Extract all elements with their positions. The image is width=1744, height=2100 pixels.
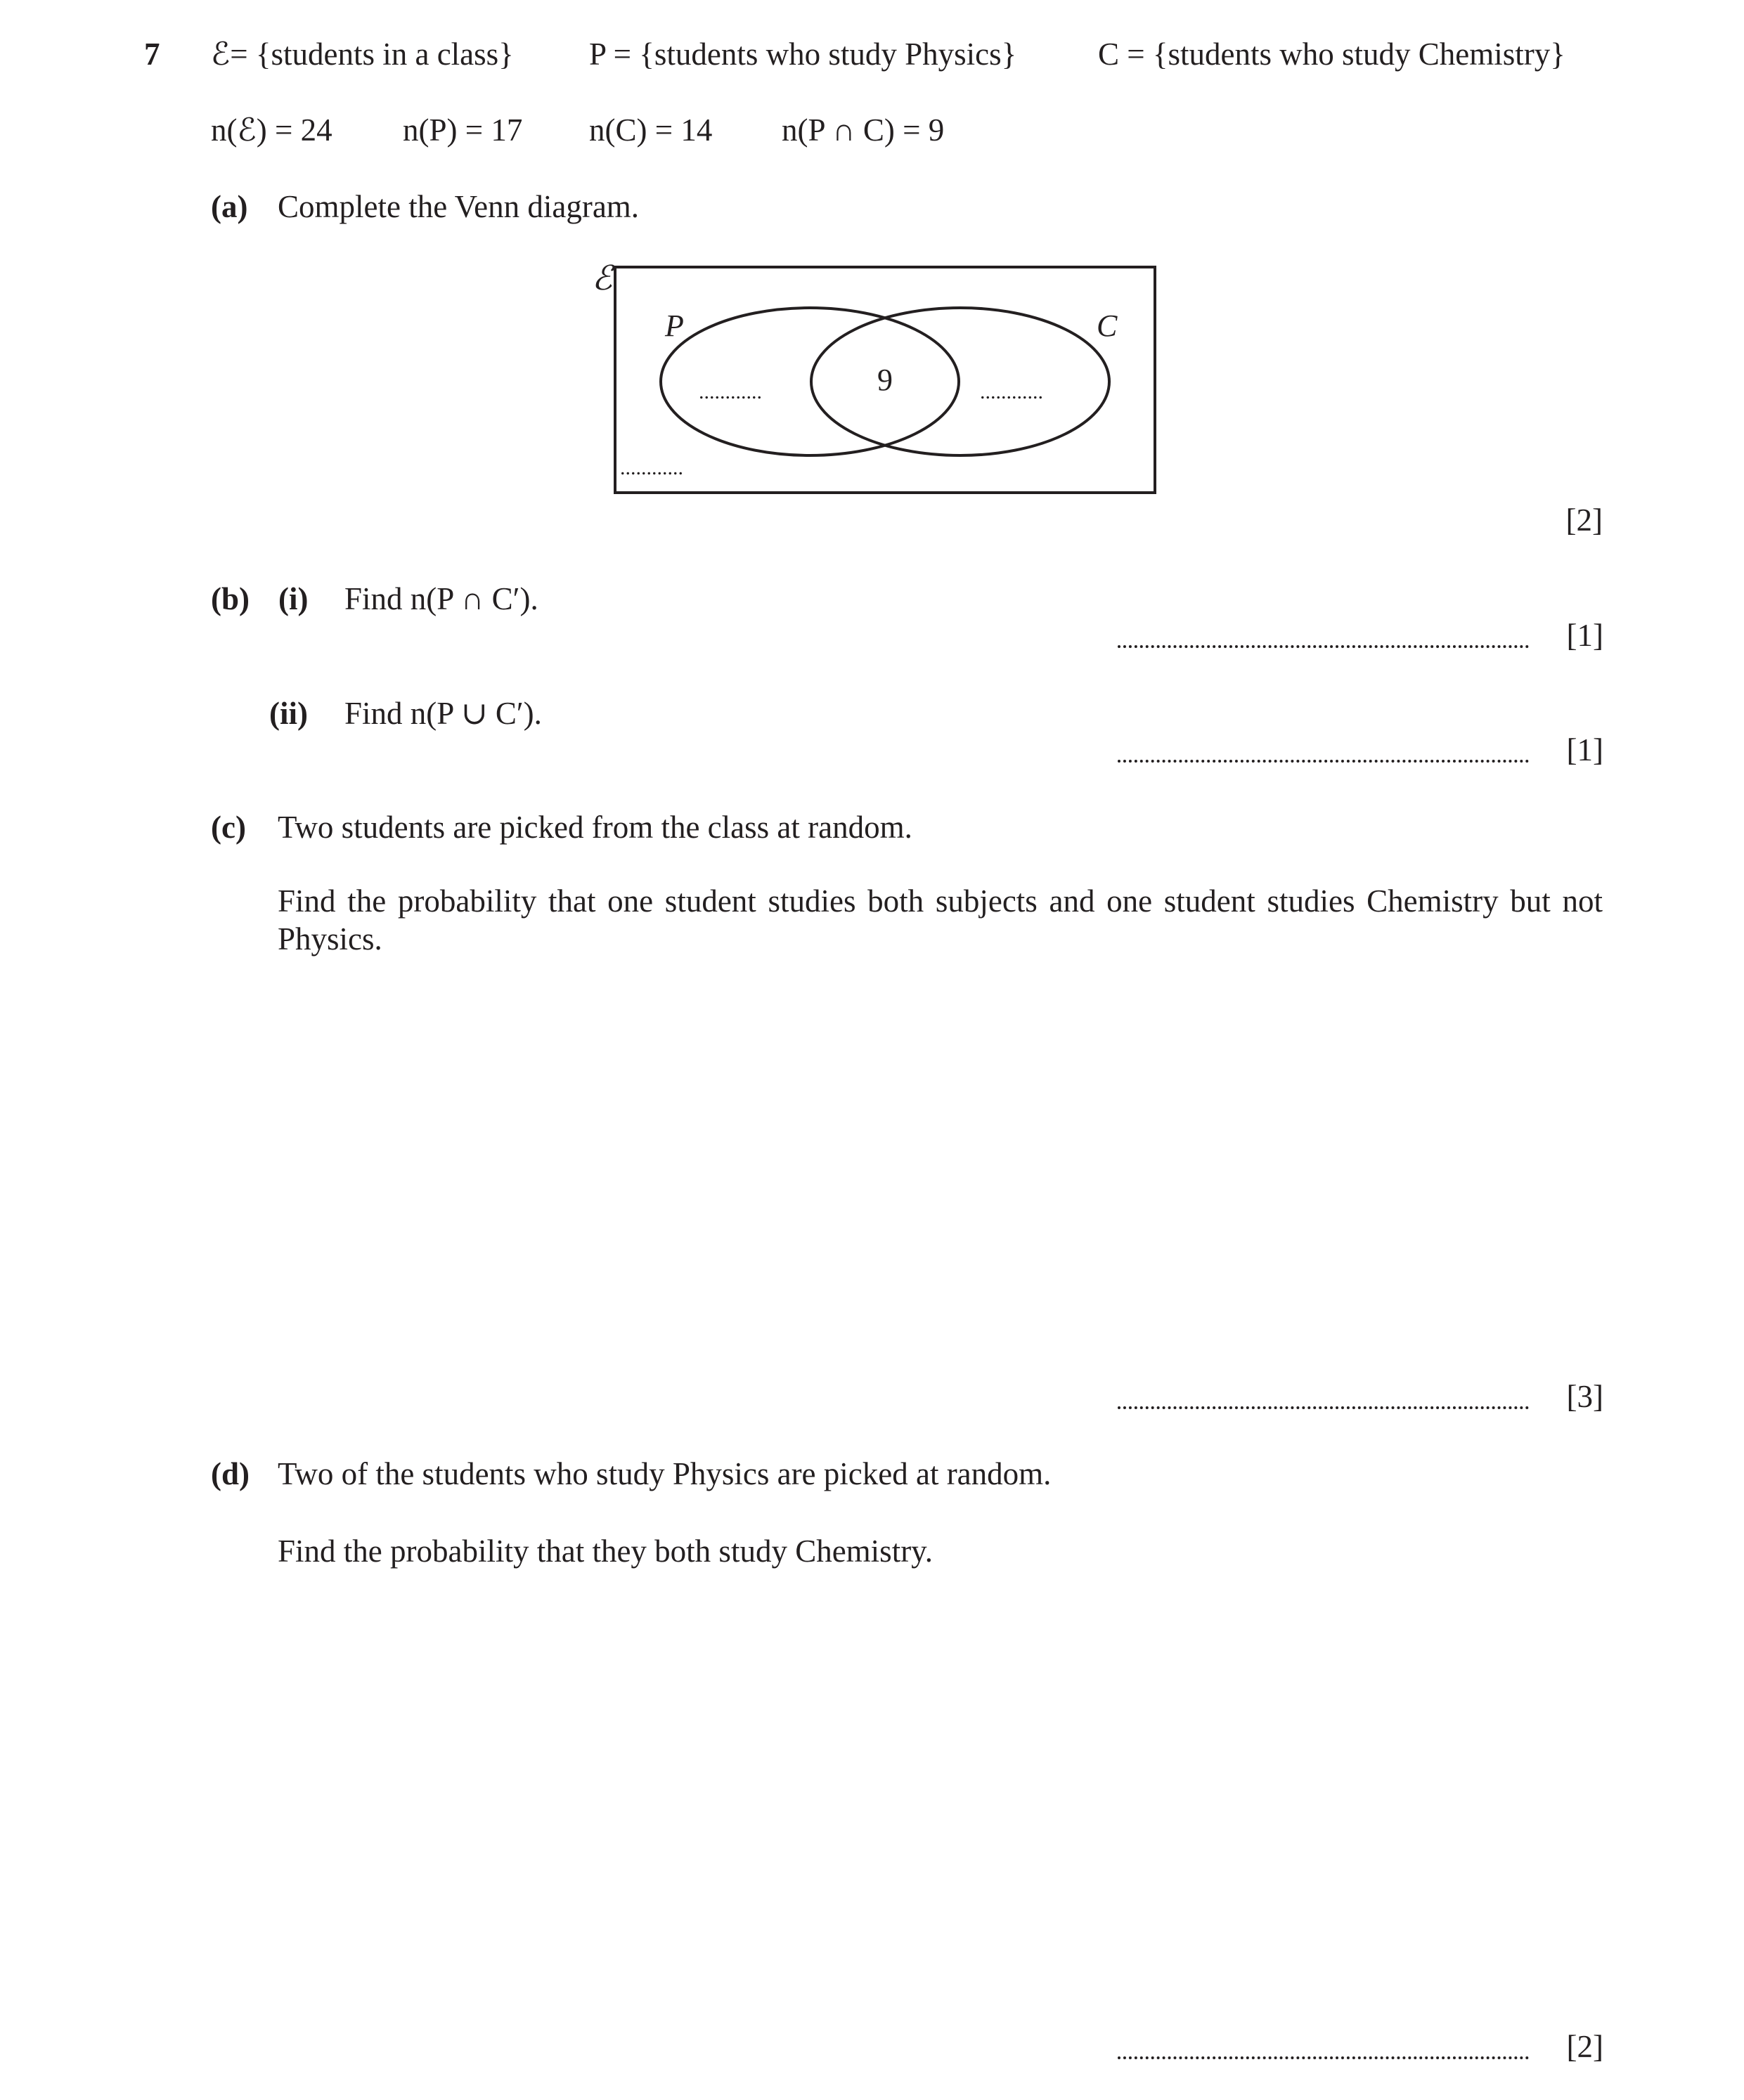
part-d-answer-row [1118, 2031, 1603, 2066]
part-b-ii-text: Find n(P ∪ C′). [344, 696, 542, 731]
count-universal: n(ℰ) = 24 [211, 112, 332, 148]
venn-diagram [576, 253, 1174, 506]
part-c-answer-row [1118, 1381, 1603, 1416]
count-physics: n(P) = 17 [403, 112, 523, 148]
set-p-label: P [665, 309, 684, 343]
part-b-ii-marks: [1] [1566, 732, 1603, 767]
part-d-question: Find the probability that they both study Chemistry. [278, 1534, 934, 1569]
universal-set-symbol: ℰ [592, 260, 613, 297]
part-a-text: Complete the Venn diagram. [278, 189, 640, 224]
part-c-label: (c) [211, 810, 246, 845]
part-a-marks: [2] [1565, 503, 1603, 538]
part-b-i-label: (i) [278, 581, 309, 616]
part-a-label: (a) [211, 189, 248, 224]
part-b-i-text: Find n(P ∩ C′). [344, 581, 538, 616]
c-only-answer-blank[interactable]: ............ [980, 380, 1043, 403]
part-c-marks: [3] [1566, 1379, 1603, 1414]
part-d-answer-line[interactable] [1118, 2056, 1529, 2059]
part-b-ii-answer-line[interactable] [1118, 760, 1529, 763]
part-c-question: Find the probability that one student studies both subjects and one student studies Chemistry but not Physics. [278, 883, 1603, 957]
count-chemistry: n(C) = 14 [589, 112, 713, 148]
part-b-i-answer-line[interactable] [1118, 645, 1529, 648]
physics-set-definition: P = {students who study Physics} [589, 37, 1017, 72]
part-b-ii-answer-row [1118, 734, 1603, 770]
part-c-intro: Two students are picked from the class at random. [278, 810, 912, 845]
set-c-label: C [1097, 309, 1118, 343]
part-d-intro: Two of the students who study Physics are picked at random. [278, 1456, 1052, 1491]
chemistry-set-definition: C = {students who study Chemistry} [1098, 37, 1565, 72]
part-d-marks: [2] [1566, 2029, 1603, 2064]
p-only-answer-blank[interactable]: ............ [699, 380, 762, 403]
part-c-answer-line[interactable] [1118, 1406, 1529, 1409]
part-b-ii-label: (ii) [269, 696, 308, 731]
part-b-label: (b) [211, 581, 250, 616]
outside-answer-blank[interactable]: ............ [620, 456, 683, 479]
question-number: 7 [144, 37, 160, 72]
universal-set-definition: ℰ= {students in a class} [211, 37, 514, 72]
intersection-value: 9 [877, 363, 893, 397]
part-b-i-answer-row [1118, 620, 1603, 655]
part-b-i-marks: [1] [1566, 618, 1603, 653]
count-intersection: n(P ∩ C) = 9 [782, 112, 945, 148]
part-d-label: (d) [211, 1456, 250, 1491]
